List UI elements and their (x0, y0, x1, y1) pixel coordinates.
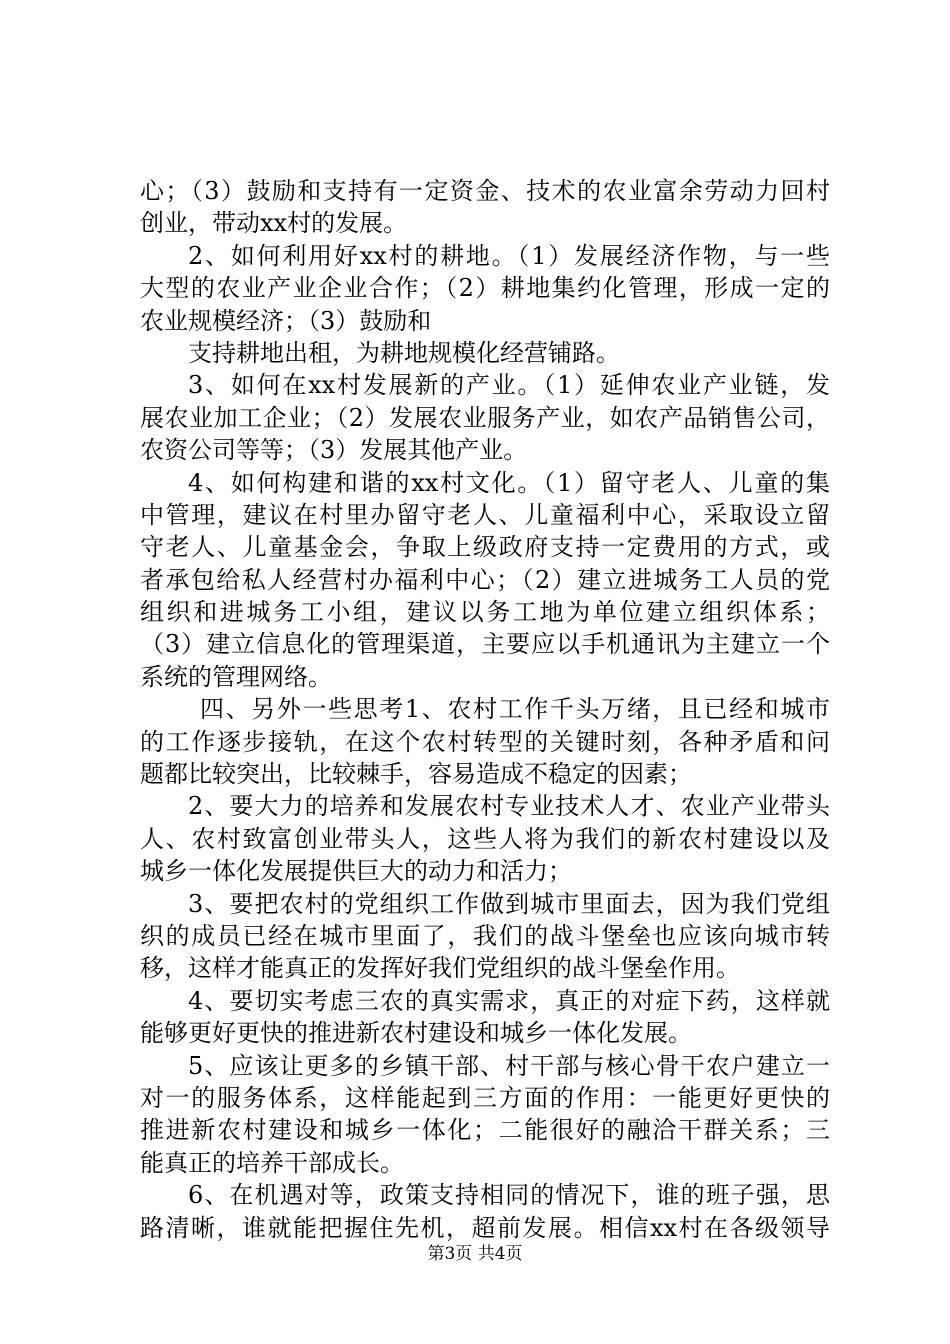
text-line: 织的成员已经在城市里面了，我们的战斗堡垒也应该向城市转 (140, 921, 830, 950)
text-line: 移，这样才能真正的发挥好我们党组织的战斗堡垒作用。 (140, 954, 740, 983)
text-line: 3、如何在xx村发展新的产业。（1）延伸农业产业链，发 (188, 371, 830, 400)
text-line: 中管理，建议在村里办留守老人、儿童福利中心，采取设立留 (140, 500, 830, 529)
text-line: 大型的农业产业企业合作；（2）耕地集约化管理，形成一定的 (140, 274, 830, 303)
text-line: 6、在机遇对等，政策支持相同的情况下，谁的班子强，思 (188, 1181, 830, 1210)
text-line: 组织和进城务工小组，建议以务工地为单位建立组织体系； (140, 598, 830, 627)
text-line: 推进新农村建设和城乡一体化；二能很好的融洽干群关系；三 (140, 1116, 830, 1145)
text-line: 的工作逐步接轨，在这个农村转型的关键时刻，各种矛盾和问 (140, 727, 830, 756)
text-line: 农业规模经济；（3）鼓励和 (140, 306, 432, 335)
text-line: 对一的服务体系，这样能起到三方面的作用：一能更好更快的 (140, 1083, 830, 1112)
document-body (140, 175, 830, 1244)
text-line: 人、农村致富创业带头人，这些人将为我们的新农村建设以及 (140, 824, 830, 853)
text-line: 5、应该让更多的乡镇干部、村干部与核心骨干农户建立一 (188, 1051, 830, 1080)
text-line: 创业，带动xx村的发展。 (140, 209, 408, 238)
text-line: 路清晰，谁就能把握住先机，超前发展。相信xx村在各级领导 (140, 1213, 830, 1242)
text-line: 心；（3）鼓励和支持有一定资金、技术的农业富余劳动力回村 (140, 177, 830, 205)
text-line: 系统的管理网络。 (140, 662, 332, 691)
text-line: 能真正的培养干部成长。 (140, 1148, 404, 1177)
page-footer: 第3页 共4页 (427, 1244, 523, 1264)
text-line: 农资公司等等；（3）发展其他产业。 (140, 436, 528, 465)
text-line: 者承包给私人经营村办福利中心；（2）建立进城务工人员的党 (140, 565, 830, 594)
text-line: 4、如何构建和谐的xx村文化。（1）留守老人、儿童的集 (188, 468, 830, 497)
text-line: 四、另外一些思考1、农村工作千头万绪，且已经和城市 (200, 695, 830, 724)
text-line: 城乡一体化发展提供巨大的动力和活力； (140, 857, 572, 886)
text-line: 能够更好更快的推进新农村建设和城乡一体化发展。 (140, 1019, 692, 1048)
text-line: 展农业加工企业；（2）发展农业服务产业，如农产品销售公司， (140, 403, 830, 432)
text-line: 4、要切实考虑三农的真实需求，真正的对症下药，这样就 (188, 986, 830, 1015)
text-line: 题都比较突出，比较棘手，容易造成不稳定的因素； (140, 760, 692, 789)
text-line: 支持耕地出租，为耕地规模化经营铺路。 (188, 338, 620, 367)
text-line: （3）建立信息化的管理渠道，主要应以手机通讯为主建立一个 (140, 630, 830, 659)
text-line: 2、要大力的培养和发展农村专业技术人才、农业产业带头 (188, 792, 830, 821)
text-line: 3、要把农村的党组织工作做到城市里面去，因为我们党组 (188, 889, 830, 918)
text-line: 守老人、儿童基金会，争取上级政府支持一定费用的方式，或 (140, 533, 830, 562)
text-line: 2、如何利用好xx村的耕地。（1）发展经济作物，与一些 (188, 241, 830, 270)
